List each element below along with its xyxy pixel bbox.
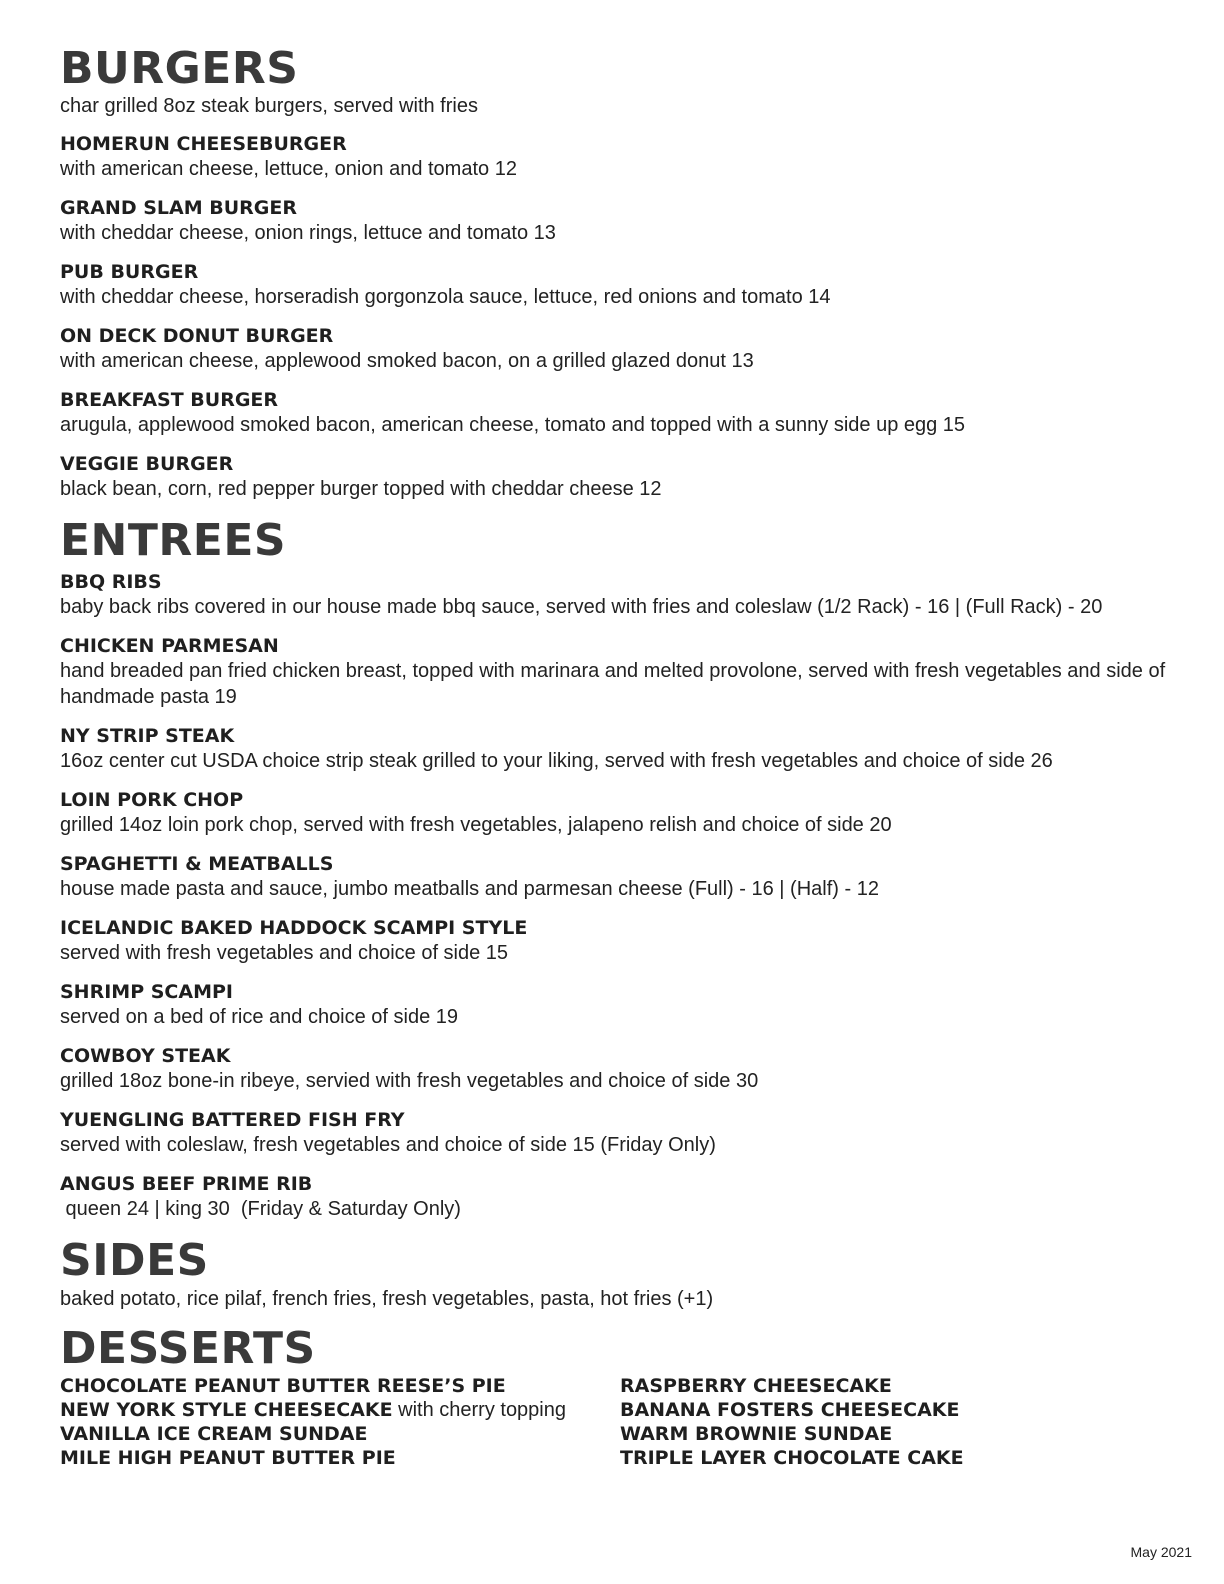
menu-item <box>60 1108 1180 1158</box>
item-description: baby back ribs covered in our house made bbq sauce, served with fries and coleslaw (1/2 Rack) - 16 | (Full Rack) - 20 <box>60 596 1103 618</box>
item-name: YUENGLING BATTERED FISH FRY <box>60 1109 405 1131</box>
item-description: with american cheese, applewood smoked bacon, on a grilled glazed donut 13 <box>60 350 754 372</box>
desserts-title: DESSERTS <box>60 1323 316 1374</box>
item-name: COWBOY STEAK <box>60 1045 231 1067</box>
item-name: VEGGIE BURGER <box>60 453 234 475</box>
menu-item <box>60 570 1180 620</box>
menu-item <box>60 634 1180 710</box>
item-description: black bean, corn, red pepper burger topped with cheddar cheese 12 <box>60 478 662 500</box>
footer-date: May 2021 <box>1130 1544 1192 1560</box>
burgers-section <box>60 44 1180 502</box>
dessert-name: NEW YORK STYLE CHEESECAKE <box>60 1399 393 1421</box>
item-name: ANGUS BEEF PRIME RIB <box>60 1173 313 1195</box>
entrees-section <box>60 516 1180 1222</box>
burgers-title: BURGERS <box>60 43 299 94</box>
menu-item <box>60 1044 1180 1094</box>
item-description: 16oz center cut USDA choice strip steak grilled to your liking, served with fresh vegetables and choice of side 26 <box>60 750 1053 772</box>
dessert-name: CHOCOLATE PEANUT BUTTER REESE’S PIE <box>60 1375 506 1397</box>
item-description: grilled 18oz bone-in ribeye, servied with fresh vegetables and choice of side 30 <box>60 1070 759 1092</box>
dessert-item <box>60 1398 620 1422</box>
item-name: CHICKEN PARMESAN <box>60 635 279 657</box>
item-name: PUB BURGER <box>60 261 199 283</box>
dessert-note: with cherry topping <box>392 1399 566 1421</box>
item-name: ON DECK DONUT BURGER <box>60 325 334 347</box>
item-description: arugula, applewood smoked bacon, american cheese, tomato and topped with a sunny side up egg 15 <box>60 414 966 436</box>
dessert-name: TRIPLE LAYER CHOCOLATE CAKE <box>620 1447 964 1469</box>
desserts-section <box>60 1324 1180 1470</box>
item-name: SPAGHETTI & MEATBALLS <box>60 853 334 875</box>
item-description: house made pasta and sauce, jumbo meatballs and parmesan cheese (Full) - 16 | (Half) - 12 <box>60 878 879 900</box>
dessert-item <box>620 1374 964 1398</box>
item-name: ICELANDIC BAKED HADDOCK SCAMPI STYLE <box>60 917 528 939</box>
dessert-name: MILE HIGH PEANUT BUTTER PIE <box>60 1447 396 1469</box>
desserts-right-column <box>620 1374 964 1470</box>
item-description: hand breaded pan fried chicken breast, topped with marinara and melted provolone, served with fresh vegetables and side of handmade pasta 19 <box>60 660 1166 708</box>
menu-item <box>60 132 1180 182</box>
item-description: with cheddar cheese, onion rings, lettuce and tomato 13 <box>60 222 556 244</box>
dessert-name: BANANA FOSTERS CHEESECAKE <box>620 1399 960 1421</box>
desserts-list <box>60 1374 1180 1470</box>
item-name: GRAND SLAM BURGER <box>60 197 297 219</box>
menu-item <box>60 852 1180 902</box>
menu-item <box>60 324 1180 374</box>
dessert-item <box>60 1374 620 1398</box>
dessert-name: RASPBERRY CHEESECAKE <box>620 1375 892 1397</box>
item-name: HOMERUN CHEESEBURGER <box>60 133 347 155</box>
menu-item <box>60 452 1180 502</box>
item-name: LOIN PORK CHOP <box>60 789 244 811</box>
entrees-title: ENTREES <box>60 515 287 566</box>
item-description: served on a bed of rice and choice of side 19 <box>60 1006 459 1028</box>
dessert-item <box>620 1398 964 1422</box>
dessert-item <box>60 1446 620 1470</box>
item-description: served with coleslaw, fresh vegetables and choice of side 15 (Friday Only) <box>60 1134 716 1156</box>
dessert-item <box>620 1422 964 1446</box>
menu-item <box>60 1172 1180 1222</box>
item-name: BBQ RIBS <box>60 571 162 593</box>
menu-item <box>60 260 1180 310</box>
item-description: queen 24 | king 30 (Friday & Saturday Only) <box>60 1198 461 1220</box>
menu-item <box>60 916 1180 966</box>
menu-page <box>60 44 1180 1470</box>
item-description: with cheddar cheese, horseradish gorgonzola sauce, lettuce, red onions and tomato 14 <box>60 286 831 308</box>
menu-item <box>60 980 1180 1030</box>
dessert-name: VANILLA ICE CREAM SUNDAE <box>60 1423 368 1445</box>
item-description: served with fresh vegetables and choice of side 15 <box>60 942 509 964</box>
desserts-left-column <box>60 1374 620 1470</box>
sides-section <box>60 1236 1180 1312</box>
burgers-subtitle: char grilled 8oz steak burgers, served with fries <box>60 95 478 117</box>
dessert-item <box>620 1446 964 1470</box>
menu-item <box>60 788 1180 838</box>
item-description: grilled 14oz loin pork chop, served with fresh vegetables, jalapeno relish and choice of side 20 <box>60 814 892 836</box>
sides-description: baked potato, rice pilaf, french fries, fresh vegetables, pasta, hot fries (+1) <box>60 1288 714 1310</box>
menu-item <box>60 388 1180 438</box>
menu-item <box>60 196 1180 246</box>
item-name: NY STRIP STEAK <box>60 725 235 747</box>
dessert-item <box>60 1422 620 1446</box>
menu-item <box>60 724 1180 774</box>
item-name: SHRIMP SCAMPI <box>60 981 233 1003</box>
item-name: BREAKFAST BURGER <box>60 389 279 411</box>
item-description: with american cheese, lettuce, onion and tomato 12 <box>60 158 517 180</box>
dessert-name: WARM BROWNIE SUNDAE <box>620 1423 893 1445</box>
sides-title: SIDES <box>60 1235 209 1286</box>
